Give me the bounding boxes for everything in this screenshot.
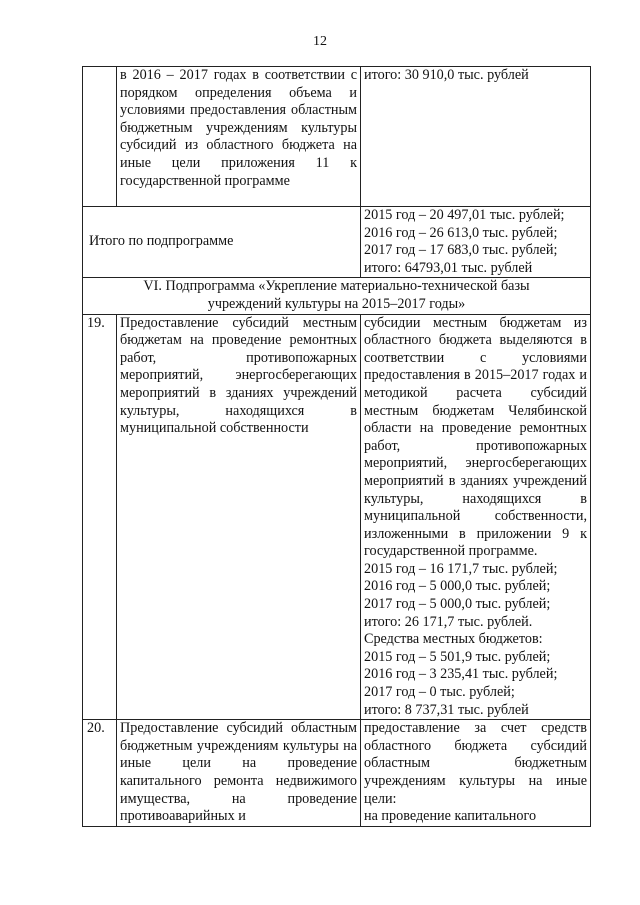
subprogram-total-row — [83, 207, 591, 278]
total-line: 2015 год – 20 497,01 тыс. рублей; — [364, 207, 565, 223]
funding-line: 2015 год – 5 501,9 тыс. рублей; — [364, 648, 551, 665]
program-table — [82, 66, 591, 827]
row-number: 20. — [83, 720, 117, 827]
subprogram-total-amounts — [361, 207, 591, 278]
total-line: 2016 год – 26 613,0 тыс. рублей; — [364, 224, 558, 241]
section-heading-line: учреждений культуры на 2015–2017 годы» — [207, 295, 466, 312]
funding-line: итого: 8 737,31 тыс. рублей — [364, 701, 529, 718]
subprogram-total-label: Итого по подпрограмме — [83, 207, 361, 278]
measure-description: Предоставление субсидий местным бюджетам на проведение ремонтных работ, противопожарных мероприятий, энергосберегающих мероприятий в зданиях учреждений культуры, находящихся в муниципальной собственности — [117, 314, 361, 720]
funding-line: на проведение капитального — [364, 808, 537, 825]
funding-line: Средства местных бюджетов: — [364, 631, 543, 648]
total-line: итого: 64793,01 тыс. рублей — [364, 259, 533, 276]
funding-line: итого: 26 171,7 тыс. рублей. — [364, 613, 533, 630]
measure-description: Предоставление субсидий областным бюджетным учреждениям культуры на иные цели на проведение капитального ремонта недвижимого имущества, на проведение противоаварийных и — [117, 720, 361, 827]
total-line: 2017 год – 17 683,0 тыс. рублей; — [364, 242, 558, 259]
section-heading-line: VI. Подпрограмма «Укрепление материально-технической базы — [143, 278, 530, 295]
funding-line: 2016 год – 3 235,41 тыс. рублей; — [364, 666, 558, 683]
table-row — [83, 314, 591, 720]
funding-line: 2017 год – 5 000,0 тыс. рублей; — [364, 596, 551, 613]
funding-line: 2016 год – 5 000,0 тыс. рублей; — [364, 578, 551, 595]
funding-cell — [361, 720, 591, 827]
funding-cell — [361, 314, 591, 720]
funding-line: 2017 год – 0 тыс. рублей; — [364, 684, 515, 701]
funding-conditions: субсидии местным бюджетам из областного бюджета выделяются в соответствии с условиями предоставления в 2015–2017 годах и методикой расчета субсидий местным бюджетам Челябинской области на проведение ремонтных работ, противопожарных мероприятий, энергосберегающих мероприятий в зданиях учреждений культуры, находящихся в муниципальной собственности, изложенными в приложении 9 к государственной программе. — [364, 314, 587, 560]
table-row — [83, 720, 591, 827]
measure-description: в 2016 – 2017 годах в соответствии с порядком определения объема и условиями предоставления областным бюджетным учреждениям культуры субсидий из областного бюджета на иные цели приложения 11 к государственной программе — [117, 67, 361, 207]
funding-line: 2015 год – 16 171,7 тыс. рублей; — [364, 560, 558, 577]
funding-cell: итого: 30 910,0 тыс. рублей — [361, 67, 591, 207]
table-row — [83, 67, 591, 207]
section-heading-row — [83, 278, 591, 314]
funding-conditions: предоставление за счет средств областного бюджета субсидий областным бюджетным учреждениям культуры на иные цели: — [364, 720, 587, 807]
section-heading — [83, 278, 591, 314]
row-number-cell — [83, 67, 117, 207]
row-number: 19. — [83, 314, 117, 720]
page-number: 12 — [313, 34, 327, 49]
